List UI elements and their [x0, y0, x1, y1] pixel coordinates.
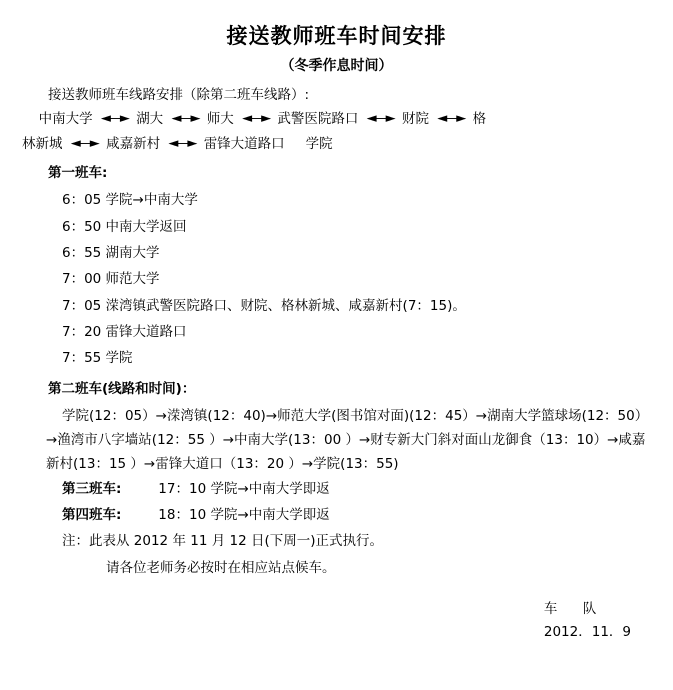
- signature-name: 车 队: [543, 601, 603, 618]
- first-trip-item: 7：05 溁湾镇武警医院路口、财院、格林新城、咸嘉新村(7：15)。: [62, 297, 466, 314]
- route-stop: 林新城: [22, 135, 63, 152]
- note-line-2: 请各位老师务必按时在相应站点候车。: [106, 559, 336, 576]
- double-arrow-icon: ◄—►: [171, 111, 199, 127]
- note-line-1: 注：此表从 2012 年 11 月 12 日(下周一)正式执行。: [62, 533, 383, 550]
- first-trip-heading: 第一班车:: [48, 164, 108, 181]
- double-arrow-icon: ◄—►: [242, 111, 270, 127]
- route-stop: 财院: [401, 111, 429, 128]
- second-trip-heading: 第二班车(线路和时间)：: [48, 381, 196, 398]
- intro-paragraph: 接送教师班车线路安排（除第二班车线路）:: [48, 87, 310, 104]
- page-title: 接送教师班车时间安排: [226, 23, 447, 48]
- fourth-trip-row: [22, 502, 651, 528]
- route-stop: 雷锋大道路口: [203, 135, 285, 152]
- route-stop: 师大: [206, 111, 234, 128]
- third-trip-row: [22, 476, 651, 502]
- route-stop: 中南大学: [38, 111, 93, 128]
- double-arrow-icon: ◄—►: [168, 135, 196, 151]
- first-trip-item: 7：20 雷锋大道路口: [62, 323, 187, 340]
- route-stop: 武警医院路口: [277, 111, 359, 128]
- third-trip-label: 第三班车:: [62, 480, 122, 497]
- first-trip-item: 6：50 中南大学返回: [62, 218, 187, 235]
- third-trip-text: 17：10 学院→中南大学即返: [158, 480, 330, 497]
- double-arrow-icon: ◄—►: [100, 111, 128, 127]
- second-trip-route: 学院(12：05）→溁湾镇(12：40)→师范大学(图书馆对面)(12：45）→湖南大学篮球场(12：50）→渔湾市八字墙站(12：55 ）→中南大学(13：00 ）→财专新大门斜对面山龙御食（13：10）→咸嘉新村(13：15 ）→雷锋大道口（13：20 ）→学院(13：55): [46, 407, 649, 472]
- route-stop: 学院: [305, 135, 333, 152]
- first-trip-item: 6：05 学院→中南大学: [62, 192, 198, 209]
- route-line-2: [22, 133, 651, 155]
- page-subtitle: （冬季作息时间）: [280, 58, 393, 75]
- double-arrow-icon: ◄—►: [437, 111, 465, 127]
- first-trip-item: 6：55 湖南大学: [62, 244, 160, 261]
- fourth-trip-label: 第四班车:: [62, 507, 122, 524]
- route-line-1: [22, 108, 651, 130]
- first-trip-item: 7：00 师范大学: [62, 271, 160, 288]
- signature-block: [544, 598, 631, 644]
- double-arrow-icon: ◄—►: [70, 135, 98, 151]
- fourth-trip-text: 18：10 学院→中南大学即返: [158, 507, 330, 524]
- double-arrow-icon: ◄—►: [366, 111, 394, 127]
- route-stop: 咸嘉新村: [106, 135, 161, 152]
- route-stop: 湖大: [136, 111, 164, 128]
- route-stop: 格: [472, 111, 487, 128]
- first-trip-item: 7：55 学院: [62, 350, 133, 367]
- signature-date: 2012．11．9: [543, 624, 631, 641]
